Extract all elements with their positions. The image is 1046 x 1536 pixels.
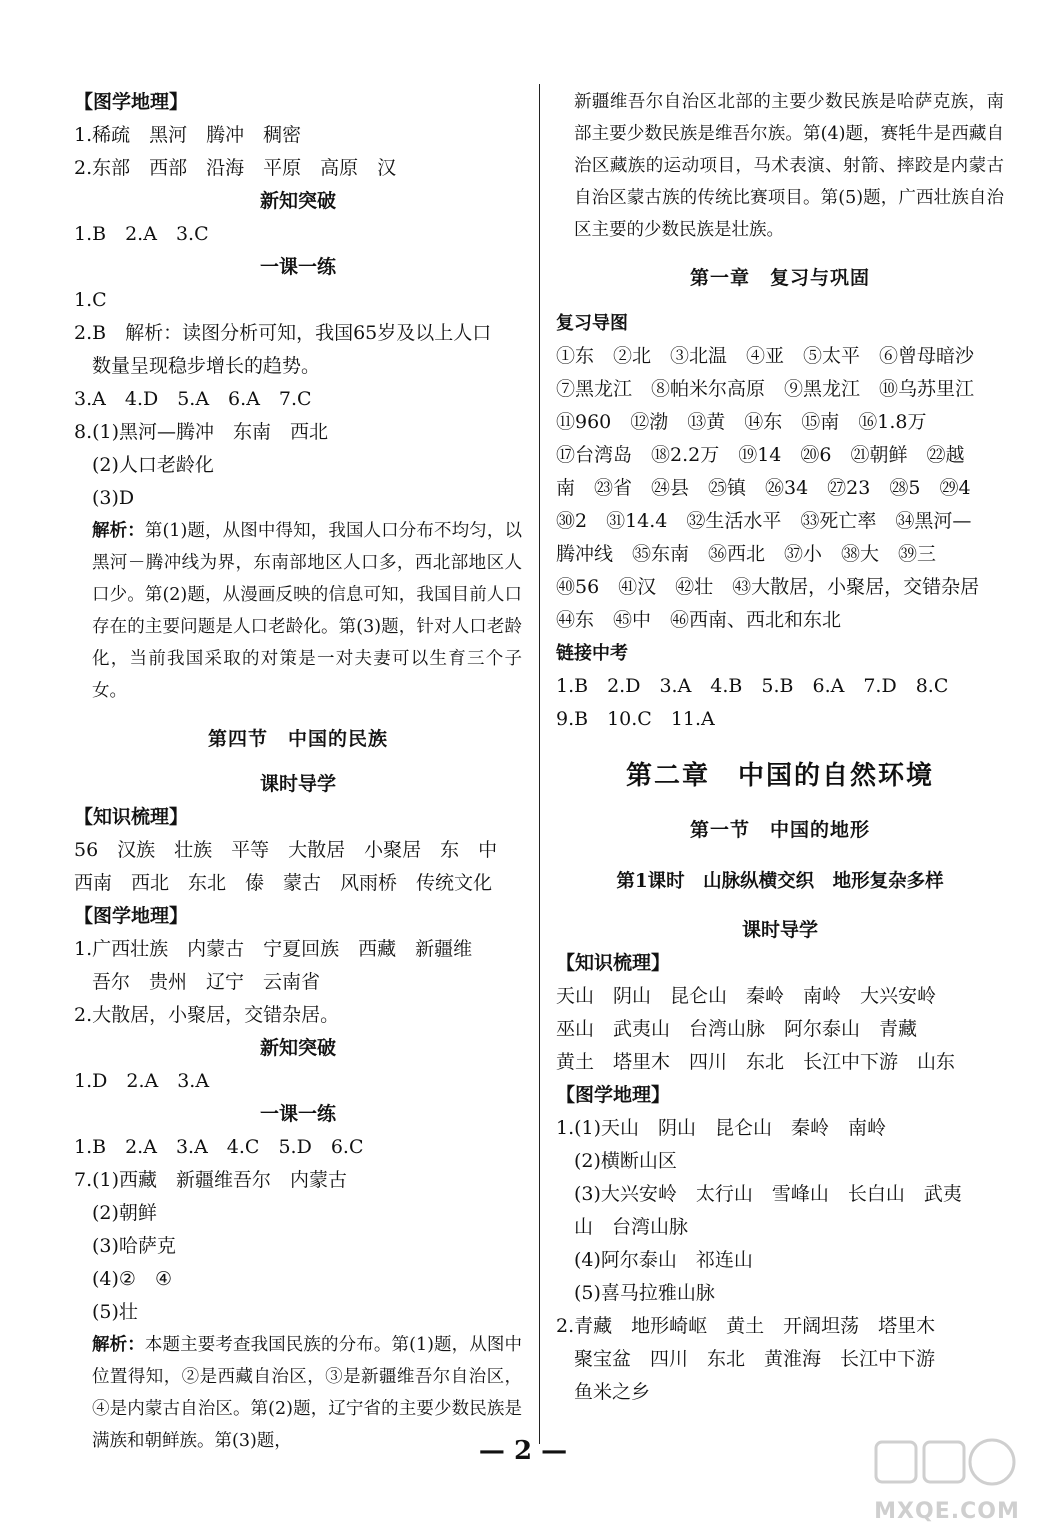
- answer-line: (2)人口老龄化: [92, 454, 214, 476]
- answer-line: 9.B 10.C 11.A: [556, 708, 715, 730]
- answer-line: 1.(1)天山 阴山 昆仑山 秦岭 南岭: [556, 1117, 887, 1139]
- answer-line: 7.(1)西藏 新疆维吾尔 内蒙古: [74, 1169, 348, 1191]
- answer-line: 2.B 解析：读图分析可知，我国65岁及以上人口: [74, 322, 492, 344]
- answer-line: 3.A 4.D 5.A 6.A 7.C: [74, 388, 312, 410]
- answer-line: 2.青藏 地形崎岖 黄土 开阔坦荡 塔里木: [556, 1315, 936, 1337]
- answer-line: (4)② ④: [92, 1268, 172, 1290]
- answer-line: 1.稀疏 黑河 腾冲 稠密: [74, 124, 302, 146]
- section-title: 第四节 中国的民族: [207, 728, 388, 750]
- subsection-heading: 新知突破: [259, 1037, 336, 1059]
- answer-line: ⑪960 ⑫渤 ⑬黄 ⑭东 ⑮南 ⑯1.8万: [556, 411, 927, 433]
- answer-line: 腾冲线 ㉟东南 ㊱西北 ㊲小 ㊳大 ㊴三: [556, 543, 937, 565]
- section-bracket-heading: 【知识梳理】: [556, 952, 671, 974]
- answer-line: 数量呈现稳步增长的趋势。: [92, 355, 321, 377]
- column-divider: [539, 84, 540, 1444]
- answer-line: 巫山 武夷山 台湾山脉 阿尔泰山 青藏: [556, 1018, 918, 1040]
- answer-line: 8.(1)黑河—腾冲 东南 西北: [74, 421, 329, 443]
- answer-line: (5)喜马拉雅山脉: [574, 1282, 715, 1304]
- explanation-text: 第(1)题，从图中得知，我国人口分布不均匀，以黑河－腾冲线为界，东南部地区人口多，西北部地区人口少。第(2)题，从漫画反映的信息可知，我国目前人口存在的主要问题是人口老龄化。第(3)题，针对人口老龄化，当前我国采取的对策是一对夫妻可以生育三个子女。: [92, 521, 522, 701]
- section-bracket-heading: 【图学地理】: [74, 905, 189, 927]
- explanation-label: 解析：: [92, 521, 145, 541]
- section-bracket-heading: 【图学地理】: [74, 91, 189, 113]
- answer-line: (3)D: [92, 487, 135, 509]
- lesson-title: 第1课时 山脉纵横交织 地形复杂多样: [616, 871, 944, 892]
- answer-line: 56 汉族 壮族 平等 大散居 小聚居 东 中: [74, 839, 498, 861]
- sub-heading: 复习导图: [556, 313, 628, 334]
- answer-line: ①东 ②北 ③北温 ④亚 ⑤太平 ⑥曾母暗沙: [556, 345, 975, 367]
- answer-line: ㉚2 ㉛14.4 ㉜生活水平 ㉝死亡率 ㉞黑河—: [556, 510, 972, 532]
- answer-line: 1.B 2.A 3.C: [74, 223, 209, 245]
- answer-line: 1.C: [74, 289, 107, 311]
- answer-line: 2.大散居，小聚居，交错杂居。: [74, 1004, 340, 1026]
- subsection-heading: 课时导学: [259, 773, 336, 795]
- explanation-text: 本题主要考查我国民族的分布。第(1)题，从图中位置得知，②是西藏自治区，③是新疆维吾尔自治区，④是内蒙古自治区。第(2)题，辽宁省的主要少数民族是满族和朝鲜族。第(3)题，: [92, 1335, 522, 1451]
- answer-line: ⑰台湾岛 ⑱2.2万 ⑲14 ⑳6 ㉑朝鲜 ㉒越: [556, 444, 965, 466]
- answer-line: (4)阿尔泰山 祁连山: [574, 1249, 753, 1271]
- section-bracket-heading: 【图学地理】: [556, 1084, 671, 1106]
- answer-line: 吾尔 贵州 辽宁 云南省: [92, 971, 321, 993]
- page-number: — 2 —: [478, 1436, 568, 1466]
- answer-line: ㊵56 ㊶汉 ㊷壮 ㊸大散居，小聚居，交错杂居: [556, 576, 980, 598]
- explanation-label: 解析：: [92, 1335, 145, 1355]
- sub-heading: 链接中考: [556, 643, 628, 664]
- answer-line: 1.广西壮族 内蒙古 宁夏回族 西藏 新疆维: [74, 938, 473, 960]
- explanation-paragraph: [74, 515, 522, 707]
- answer-line: 西南 西北 东北 傣 蒙古 风雨桥 传统文化: [74, 872, 493, 894]
- answer-line: 2.东部 西部 沿海 平原 高原 汉: [74, 157, 397, 179]
- svg-text:MXQE.COM: MXQE.COM: [874, 1499, 1020, 1524]
- section-title: 第一节 中国的地形: [689, 819, 870, 841]
- answer-line: 山 台湾山脉: [574, 1216, 689, 1238]
- answer-line: (3)哈萨克: [92, 1235, 176, 1257]
- answer-line: 黄土 塔里木 四川 东北 长江中下游 山东: [556, 1051, 956, 1073]
- left-column: [74, 86, 522, 1457]
- answer-line: 南 ㉓省 ㉔县 ㉕镇 ㉖34 ㉗23 ㉘5 ㉙4: [556, 477, 971, 499]
- answer-line: 1.B 2.D 3.A 4.B 5.B 6.A 7.D 8.C: [556, 675, 949, 697]
- answer-line: (2)朝鲜: [92, 1202, 157, 1224]
- answer-line: ⑦黑龙江 ⑧帕米尔高原 ⑨黑龙江 ⑩乌苏里江: [556, 378, 975, 400]
- answer-line: ㊹东 ㊺中 ㊻西南、西北和东北: [556, 609, 842, 631]
- answer-line: 聚宝盆 四川 东北 黄淮海 长江中下游: [574, 1348, 936, 1370]
- answer-line: 天山 阴山 昆仑山 秦岭 南岭 大兴安岭: [556, 985, 937, 1007]
- explanation-text: 新疆维吾尔自治区北部的主要少数民族是哈萨克族，南部主要少数民族是维吾尔族。第(4)题，赛牦牛是西藏自治区藏族的运动项目，马术表演、射箭、摔跤是内蒙古自治区蒙古族的传统比赛项目。第(5)题，广西壮族自治区主要的少数民族是壮族。: [574, 92, 1004, 240]
- answer-line: 1.D 2.A 3.A: [74, 1070, 210, 1092]
- answer-line: (2)横断山区: [574, 1150, 677, 1172]
- answer-line: 1.B 2.A 3.A 4.C 5.D 6.C: [74, 1136, 364, 1158]
- answer-line: 鱼米之乡: [574, 1381, 651, 1403]
- explanation-paragraph: [556, 86, 1004, 246]
- subsection-heading: 新知突破: [259, 190, 336, 212]
- subsection-heading: 课时导学: [741, 919, 818, 941]
- right-column: [556, 86, 1004, 1409]
- section-bracket-heading: 【知识梳理】: [74, 806, 189, 828]
- answer-line: (5)壮: [92, 1301, 138, 1323]
- chapter-title: 第二章 中国的自然环境: [625, 761, 934, 791]
- subsection-heading: 一课一练: [259, 1103, 336, 1125]
- section-title: 第一章 复习与巩固: [689, 267, 870, 289]
- subsection-heading: 一课一练: [259, 256, 336, 278]
- watermark-logo: [872, 1436, 1022, 1528]
- answer-line: (3)大兴安岭 太行山 雪峰山 长白山 武夷: [574, 1183, 962, 1205]
